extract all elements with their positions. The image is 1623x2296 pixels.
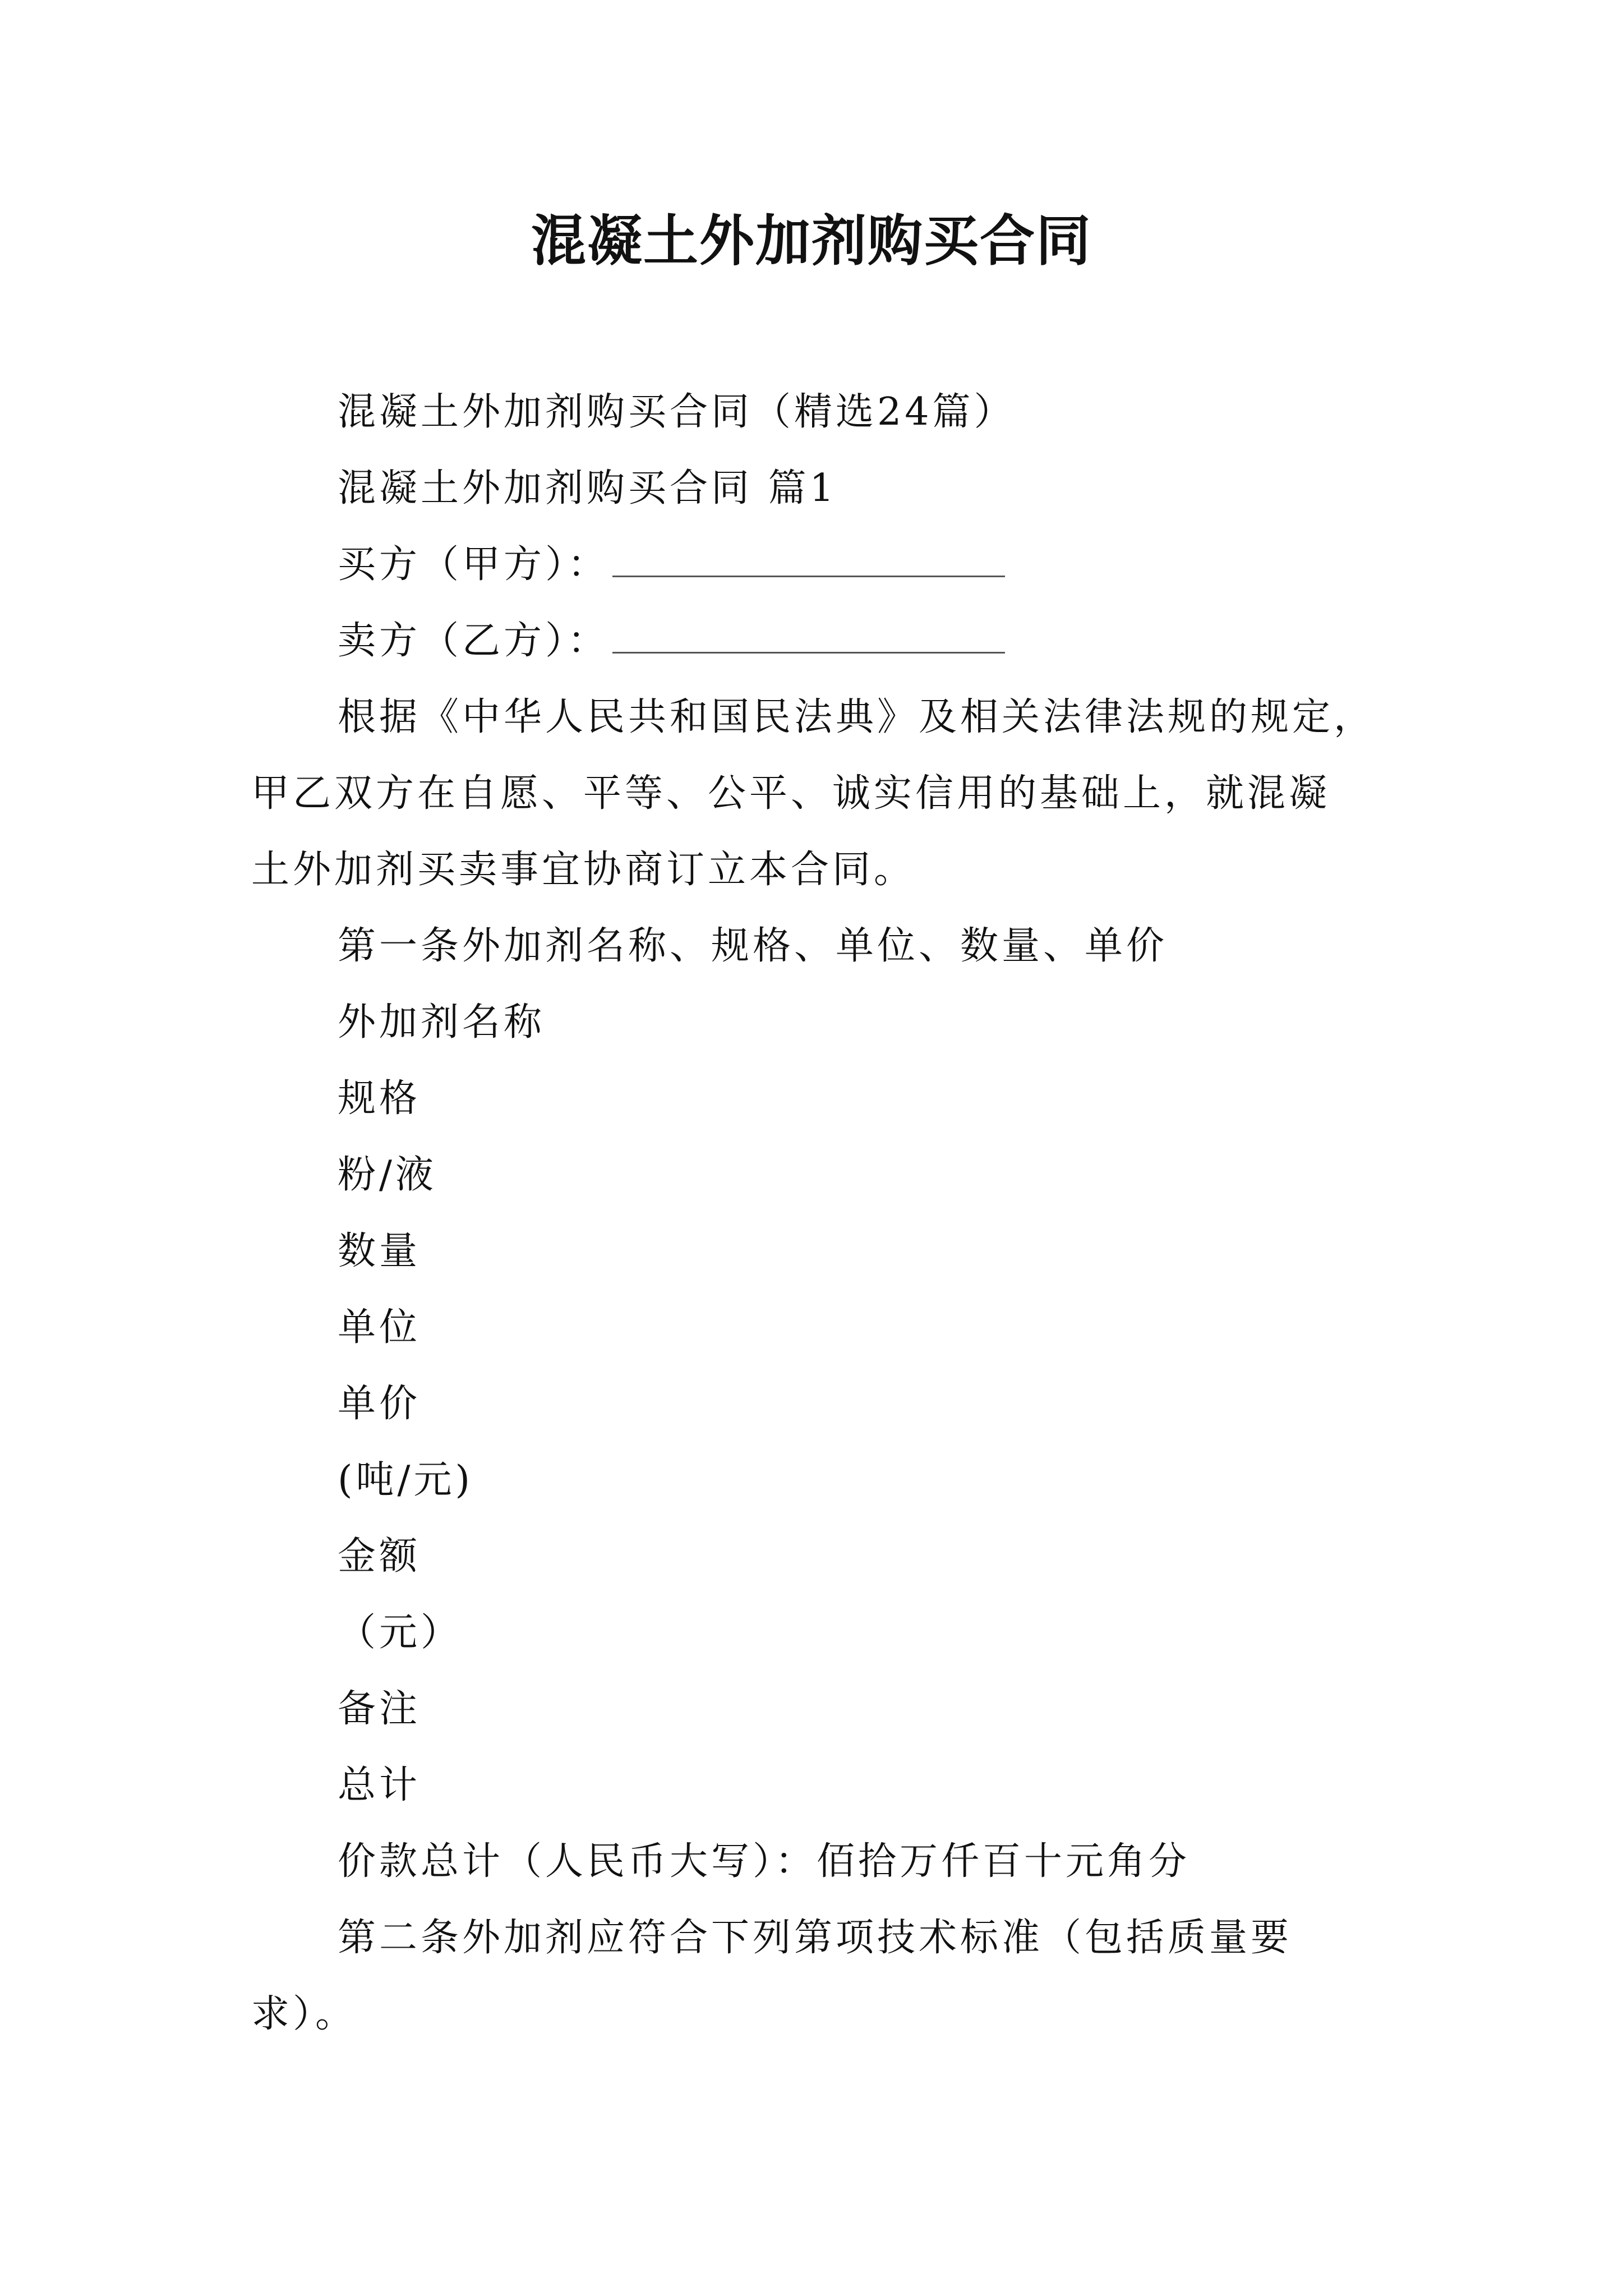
section-heading: 混凝土外加剂购买合同 篇1 (338, 466, 837, 510)
field-unit-price-unit: (吨/元) (338, 1458, 473, 1502)
field-amount: 金额 (338, 1534, 421, 1579)
buyer-line (338, 540, 1005, 590)
seller-line (338, 616, 1005, 666)
seller-label: 卖方（乙方）： (338, 619, 610, 663)
field-amount-unit: （元） (338, 1611, 463, 1655)
total-price-line: 价款总计（人民币大写）：佰拾万仟百十元角分 (338, 1839, 1191, 1884)
document-title: 混凝土外加剂购买合同 (531, 209, 1092, 273)
field-quantity: 数量 (338, 1229, 421, 1273)
field-remarks: 备注 (338, 1687, 421, 1731)
buyer-label: 买方（甲方）： (338, 542, 610, 587)
seller-blank (612, 618, 1005, 654)
document-subtitle: 混凝土外加剂购买合同（精选24篇） (338, 390, 1016, 434)
field-total: 总计 (338, 1763, 421, 1807)
intro-paragraph-line-2: 甲乙双方在自愿、平等、公平、诚实信用的基础上，就混凝 (251, 771, 1331, 816)
intro-paragraph-line-1: 根据《中华人民共和国民法典》及相关法律法规的规定， (338, 695, 1376, 739)
field-powder-liquid: 粉/液 (338, 1153, 437, 1197)
article1-heading: 第一条外加剂名称、规格、单位、数量、单价 (338, 924, 1168, 968)
field-additive-name: 外加剂名称 (338, 1000, 546, 1045)
field-unit: 单位 (338, 1305, 421, 1350)
article2-line-1: 第二条外加剂应符合下列第项技术标准（包括质量要 (338, 1916, 1293, 1960)
field-unit-price: 单价 (338, 1382, 421, 1426)
article2-line-2: 求）。 (251, 1992, 357, 2036)
buyer-blank (612, 542, 1005, 577)
field-spec: 规格 (338, 1076, 421, 1121)
intro-paragraph-line-3: 土外加剂买卖事宜协商订立本合同。 (251, 848, 916, 892)
